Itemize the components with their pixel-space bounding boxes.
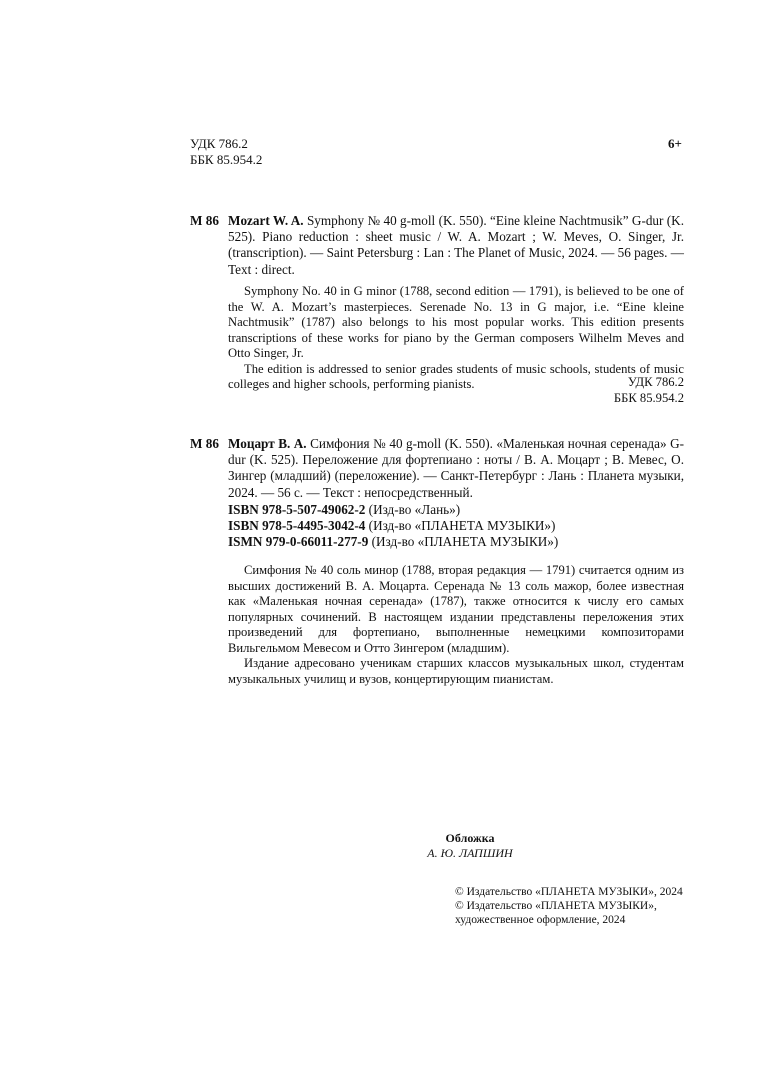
- abstract-paragraph: Symphony No. 40 in G minor (1788, second edition — 1791), is believed to be one of the W. A. Mozart’s masterpieces. Serenade No. 13 in G major, i.e. “Eine kleine Nachtmusik” (1787) also belongs to his most popular works. This edition presents transcriptions of these works for piano by the German composers Wilhelm Meves and Otto Singer, Jr.: [228, 284, 684, 360]
- isbn-line: [228, 502, 558, 518]
- copyright-line: © Издательство «ПЛАНЕТА МУЗЫКИ», 2024: [455, 886, 683, 898]
- udc-code: УДК 786.2: [190, 136, 248, 151]
- ismn-code: ISMN 979-0-66011-277-9: [228, 534, 369, 550]
- isbn-code: ISBN 978-5-507-49062-2: [228, 502, 366, 517]
- entry-author: Моцарт В. А.: [228, 436, 307, 451]
- entry-author: Mozart W. A.: [228, 213, 304, 228]
- udc-code: УДК 786.2: [627, 375, 684, 389]
- bbk-code: ББК 85.954.2: [190, 152, 263, 167]
- entry-text: Симфония № 40 g-moll (K. 550). «Маленькая ночная серенада» G-dur (K. 525). Переложение для фортепиано : ноты / В. А. Моцарт ; В. Мевес, О. Зингер (младший) (переложение). — Санкт-Петербург : Лань : Планета музыки, 2024. — 56 с. — Текст : непосредственный.: [228, 436, 684, 500]
- copyright-block: [455, 885, 683, 927]
- english-catalog-entry: [190, 213, 684, 278]
- abstract-paragraph: The edition is addressed to senior grades students of music schools, students of music colleges and higher schools, performing pianists.: [228, 361, 684, 391]
- russian-abstract: [228, 563, 684, 687]
- cover-credit: [395, 831, 545, 860]
- entry-code: M 86: [190, 436, 219, 451]
- entry-body: [228, 213, 684, 278]
- russian-catalog-entry: [190, 436, 684, 501]
- isbn-publisher: (Изд-во «ПЛАНЕТА МУЗЫКИ»): [368, 518, 556, 534]
- bbk-code: ББК 85.954.2: [613, 390, 684, 405]
- entry-code: M 86: [190, 213, 219, 228]
- cover-designer: А. Ю. ЛАПШИН: [427, 845, 513, 860]
- udc-bbk-header: [190, 136, 262, 168]
- abstract-paragraph: Издание адресовано ученикам старших классов музыкальных школ, студентам музыкальных училищ и вузов, концертирующим пианистам.: [228, 656, 684, 686]
- isbn-line: [228, 518, 558, 534]
- cover-title: Обложка: [445, 831, 495, 845]
- isbn-publisher: (Изд-во «Лань»): [368, 502, 461, 517]
- copyright-line: художественное оформление, 2024: [455, 914, 626, 926]
- english-udc-bbk: [560, 375, 684, 406]
- isbn-code: ISBN 978-5-4495-3042-4: [228, 518, 366, 534]
- isbn-publisher: (Изд-во «ПЛАНЕТА МУЗЫКИ»): [371, 534, 559, 550]
- entry-text: Symphony № 40 g-moll (K. 550). “Eine kleine Nachtmusik” G-dur (K. 525). Piano reduction : sheet music / W. A. Mozart ; W. Meves, O. Singer, Jr. (transcription). — Saint Petersburg : Lan : The Planet of Music, 2024. — 56 pages. — Text : direct.: [228, 213, 684, 277]
- copyright-line: © Издательство «ПЛАНЕТА МУЗЫКИ»,: [455, 900, 657, 912]
- isbn-list: [228, 502, 558, 551]
- ismn-line: [228, 534, 558, 550]
- entry-body: [228, 436, 684, 501]
- age-rating: 6+: [668, 136, 682, 151]
- abstract-paragraph: Симфония № 40 соль минор (1788, вторая редакция — 1791) считается одним из высших достижений В. А. Моцарта. Серенада № 13 соль мажор, более известная как «Маленькая ночная серенада» (1787), также относится к числу его самых популярных сочинений. В настоящем издании представлены переложения этих произведений для фортепиано, выполненные немецкими композиторами Вильгельмом Мевесом и Отто Зингером (младшим).: [228, 563, 684, 655]
